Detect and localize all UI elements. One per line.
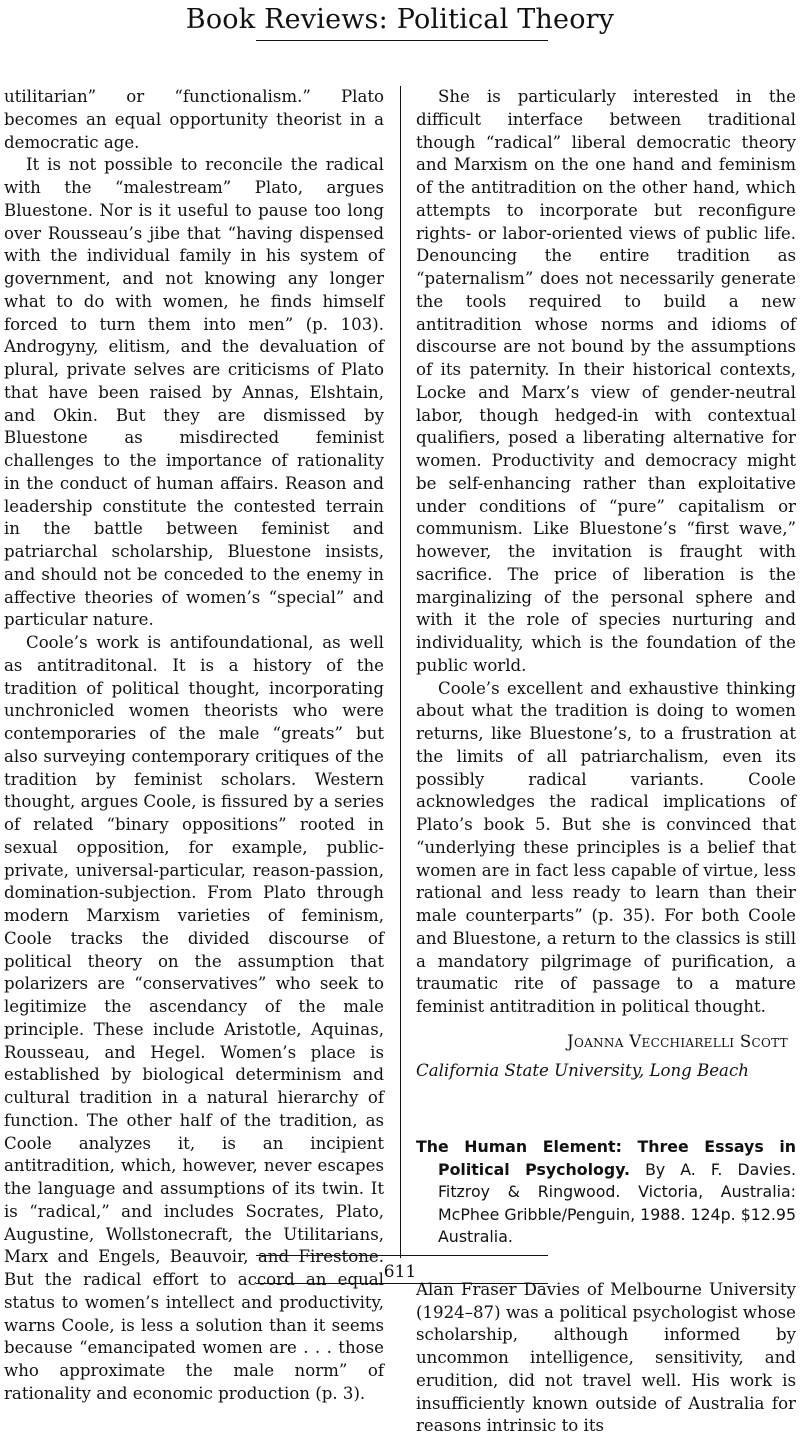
footer-bottom-rule [256, 1283, 548, 1284]
left-column [4, 86, 384, 1406]
header-rule [256, 40, 548, 41]
paragraph: She is particularly interested in the difficult interface between traditional though “radical” liberal democratic theory and Marxism on the one hand and feminism of the antitradition on the other hand, which attempts to incorporate but reconfigure rights- or labor-oriented views of public life. Denouncing the entire tradition as “paternalism” does not necessarily generate the tools required to build a new antitradition whose norms and idioms of discourse are not bound by the assumptions of its paternity. In their historical contexts, Locke and Marx’s view of gender-neutral labor, though hedged-in with contextual qualifiers, posed a liberating alternative for women. Productivity and democracy might be self-enhancing rather than exploitative under conditions of “pure” capitalism or communism. Like Bluestone’s “first wave,” however, the invitation is fraught with sacrifice. The price of liberation is the marginalizing of the personal sphere and with it the role of species nurturing and individuality, which is the foundation of the public world. [416, 87, 796, 675]
reviewer-affiliation: California State University, Long Beach [416, 1060, 749, 1080]
footer-rule [256, 1255, 548, 1256]
book-title: The Human Element: Three Essays in Political Psychology. [416, 1137, 796, 1179]
paragraph: Coole’s work is antifoundational, as well as antitraditonal. It is a history of the tradition of political thought, incorporating unchronicled women theorists who were contemporaries of the male “greats” but also surveying contemporary critiques of the tradition by feminist scholars. Western thought, argues Coole, is fissured by a series of related “binary oppositions” rooted in sexual opposition, for example, public-private, universal-particular, reason-passion, domination-subjection. From Plato through modern Marxism varieties of feminism, Coole tracks the divided discourse of political theory on the assumption that polarizers are “conservatives” who seek to legitimize the ascendancy of the male principle. These include Aristotle, Aquinas, Rousseau, and Hegel. Women’s place is established by biological determinism and cultural tradition in a natural hierarchy of function. The other half of the tradition, as Coole analyzes it, is an incipient antitradition, which, however, never escapes the language and assumptions of its twin. It is “radical,” and includes Socrates, Plato, Augustine, Wollstonecraft, the Utilitarians, Marx and Engels, Beauvoir, and Firestone. But the radical effort to accord an equal status to women’s intellect and productivity, warns Coole, is less a solution than it seems because “emancipated women are . . . those who approximate the male norm” of rationality and economic production (p. 3). [4, 633, 384, 1403]
page-number: 611 [383, 1262, 417, 1282]
reviewer-signature: Joanna Vecchiarelli Scott [567, 1031, 788, 1051]
column-divider [400, 86, 401, 1258]
right-column [416, 86, 796, 1438]
paragraph: It is not possible to reconcile the radical with the “malestream” Plato, argues Bluestone. Nor is it useful to pause too long over Rousseau’s jibe that “having dispensed with the individual family in his system of government, and not knowing any longer what to do with women, he finds himself forced to turn them into men” (p. 103). Androgyny, elitism, and the devaluation of plural, private selves are criticisms of Plato that have been raised by Annas, Elshtain, and Okin. But they are dismissed by Bluestone as misdirected feminist challenges to the importance of rationality in the conduct of human affairs. Reason and leadership constitute the contested terrain in the battle between feminist and patriarchal scholarship, Bluestone insists, and should not be conceded to the enemy in affective theories of women’s “special” and particular nature. [4, 155, 384, 630]
book-citation [416, 1136, 796, 1249]
paragraph: utilitarian” or “functionalism.” Plato becomes an equal opportunity theorist in a democratic age. [4, 87, 384, 152]
review-opening-paragraph: Alan Fraser Davies of Melbourne University (1924–87) was a political psychologist whose scholarship, although informed by uncommon intelligence, sensitivity, and erudition, did not travel well. His work is insufficiently known outside of Australia for reasons intrinsic to its [416, 1279, 796, 1436]
running-head: Book Reviews: Political Theory [185, 4, 615, 35]
paragraph: Coole’s excellent and exhaustive thinking about what the tradition is doing to women returns, like Bluestone’s, to a frustration at the limits of all patriarchalism, even its possibly radical variants. Coole acknowledges the radical implications of Plato’s book 5. But she is convinced that “underlying these principles is a belief that women are in fact less capable of virtue, less rational and less ready to learn than their male counterparts” (p. 35). For both Coole and Bluestone, a return to the classics is still a mandatory pilgrimage of purification, a traumatic rite of passage to a mature feminist antitradition in political thought. [416, 678, 796, 1016]
book-publication-details: By A. F. Davies. Fitzroy & Ringwood. Victoria, Australia: McPhee Gribble/Penguin, 1988. 124p. $12.95 Australia. [438, 1159, 796, 1247]
